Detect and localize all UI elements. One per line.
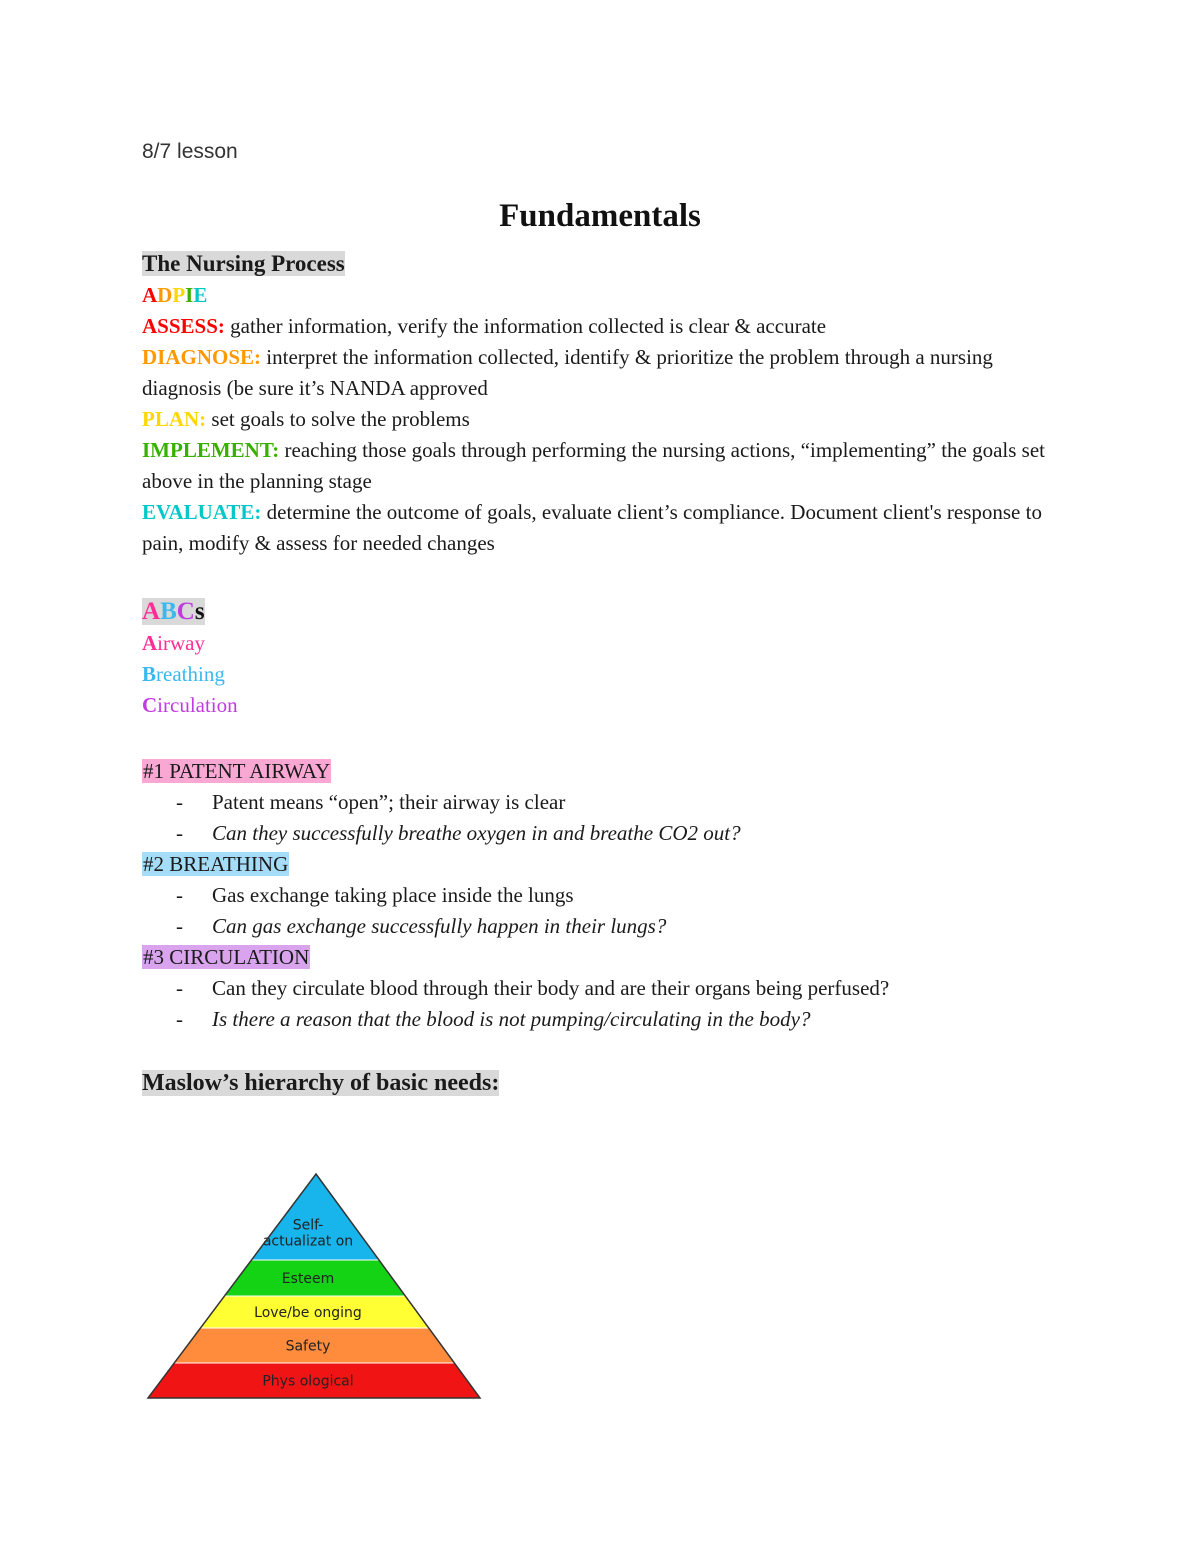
abc-item [142, 659, 1072, 690]
bullet-text: Is there a reason that the blood is not pumping/circulating in the body? [212, 1007, 811, 1031]
step-label: DIAGNOSE: [142, 345, 262, 369]
page-title: Fundamentals [499, 198, 701, 234]
nursing-step [142, 404, 1072, 435]
priority-bullet [142, 911, 1072, 942]
step-label: EVALUATE: [142, 500, 262, 524]
adpie-letter: I [185, 283, 194, 307]
step-text: set goals to solve the problems [206, 407, 470, 431]
priority-heading: #2 BREATHING [143, 852, 289, 876]
abc-item-rest: irculation [157, 693, 238, 717]
bullet-dash: - [176, 914, 183, 938]
maslow-section [142, 1068, 1072, 1099]
bullet-dash: - [176, 976, 183, 1000]
pyramid-level-label: Phys ological [262, 1373, 354, 1390]
bullet-dash: - [176, 821, 183, 845]
priority-bullet [142, 1004, 1072, 1035]
bullet-text: Can gas exchange successfully happen in their lungs? [212, 914, 667, 938]
step-text: reaching those goals through performing the nursing actions, “implementing” the goals set above in the planning stage [142, 438, 1046, 493]
abcs-heading [142, 598, 205, 625]
bullet-dash: - [176, 1007, 183, 1031]
priority-heading: #1 PATENT AIRWAY [143, 759, 331, 783]
priority-heading-line [142, 849, 1072, 880]
date-line: 8/7 lesson [142, 140, 238, 163]
abc-item-initial: A [142, 631, 158, 655]
abc-item-initial: C [142, 693, 158, 717]
adpie-letter: D [157, 283, 173, 307]
step-label: PLAN: [142, 407, 207, 431]
priority-heading: #3 CIRCULATION [143, 945, 310, 969]
pyramid-level-label: Love/be onging [254, 1305, 362, 1321]
pyramid-level-label: Safety [285, 1338, 331, 1355]
step-label: IMPLEMENT: [142, 438, 280, 462]
abcs-heading-letter: B [160, 598, 177, 625]
nursing-step [142, 311, 1072, 342]
maslow-pyramid [140, 1168, 486, 1404]
priority-bullet [142, 787, 1072, 818]
step-text: interpret the information collected, identify & prioritize the problem through a nursing diagnosis (be sure it’s NANDA approved [142, 345, 993, 400]
abc-item [142, 690, 1072, 721]
priority-heading-line [142, 942, 1072, 973]
priority-heading-line [142, 756, 1072, 787]
adpie-acronym [142, 280, 1072, 311]
maslow-heading: Maslow’s hierarchy of basic needs: [142, 1070, 500, 1096]
priority-bullet [142, 973, 1072, 1004]
step-text: gather information, verify the information collected is clear & accurate [224, 314, 827, 338]
abcs-heading-letter: s [194, 598, 205, 625]
bullet-text: Can they successfully breathe oxygen in and breathe CO2 out? [212, 821, 741, 845]
pyramid-level-label: Self- [292, 1217, 324, 1234]
step-label: ASSESS: [142, 314, 225, 338]
step-text: determine the outcome of goals, evaluate client’s compliance. Document client's response to pain, modify & assess for needed changes [142, 500, 1042, 555]
pyramid-level-label: Esteem [281, 1271, 335, 1287]
priority-bullet [142, 818, 1072, 849]
bullet-dash: - [176, 883, 183, 907]
abc-item [142, 628, 1072, 659]
abc-item-rest: reathing [156, 662, 225, 686]
nursing-process-heading: The Nursing Process [142, 251, 345, 276]
abc-item-initial: B [142, 662, 157, 686]
nursing-step [142, 435, 1072, 497]
adpie-letter: A [142, 283, 158, 307]
priorities-section [142, 756, 1072, 1035]
priority-bullet [142, 880, 1072, 911]
adpie-letter: P [172, 283, 186, 307]
bullet-text: Can they circulate blood through their body and are their organs being perfused? [212, 976, 890, 1000]
nursing-process-section [142, 248, 1072, 559]
abcs-section [142, 596, 1072, 721]
bullet-dash: - [176, 790, 183, 814]
pyramid-level-label: actualizat on [262, 1233, 354, 1250]
bullet-text: Gas exchange taking place inside the lungs [212, 883, 574, 907]
nursing-step [142, 342, 1072, 404]
abc-item-rest: irway [157, 631, 205, 655]
nursing-steps [142, 311, 1072, 559]
abcs-list [142, 628, 1072, 721]
bullet-text: Patent means “open”; their airway is clear [212, 790, 566, 814]
abcs-heading-letter: A [142, 598, 161, 625]
nursing-step [142, 497, 1072, 559]
abcs-heading-letter: C [176, 598, 195, 625]
adpie-letter: E [193, 283, 208, 307]
